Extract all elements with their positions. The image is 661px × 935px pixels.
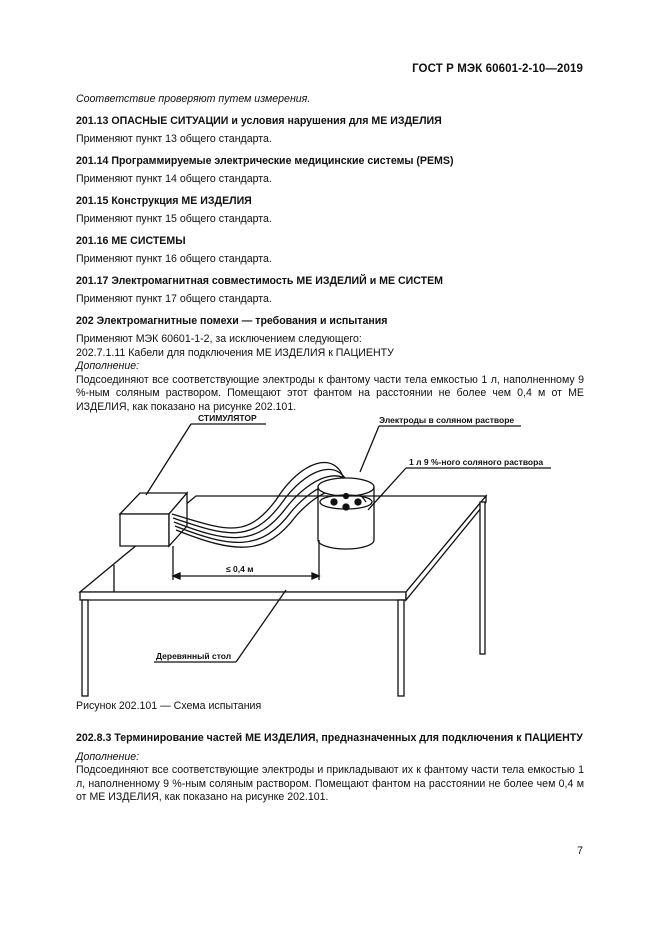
section-202-paragraph: Подсоединяют все соответствующие электроды к фантому части тела емкостью 1 л, наполненному 9 %-ным соляным раствором. Помещают этот фантом на расстоянии не более чем 0,4 м от МЕ ИЗДЕЛИЯ, как показано на рисунке 202.101.	[76, 373, 584, 413]
lower-paragraph: Подсоединяют все соответствующие электроды и прикладывают их к фантому части тела емкостью 1 л, наполненному 9 %-ным соляным раствором. Помещают фантом на расстоянии не более чем 0,4 м от МЕ ИЗДЕЛИЯ, как показано на рисунке 202.101.	[76, 764, 584, 803]
leader-electrodes	[360, 426, 379, 472]
main-content	[76, 93, 584, 414]
table-leg-front-left	[82, 600, 88, 696]
electrode-4	[344, 494, 349, 499]
label-stimulator: СТИМУЛЯТОР	[198, 413, 257, 423]
figure-caption: Рисунок 202.101 — Схема испытания	[76, 700, 262, 712]
section-text-201-13: Применяют пункт 13 общего стандарта.	[76, 133, 272, 145]
section-heading-201-15: 201.15 Конструкция МЕ ИЗДЕЛИЯ	[76, 194, 252, 207]
table-leg-back-right	[480, 502, 485, 654]
section-202-line1: Применяют МЭК 60601-1-2, за исключением следующего:	[76, 333, 362, 345]
test-setup-diagram	[76, 410, 586, 700]
leader-table	[236, 590, 286, 662]
lower-addition-label: Дополнение:	[76, 750, 140, 763]
label-table: Деревянный стол	[156, 651, 232, 661]
section-text-201-15: Применяют пункт 15 общего стандарта.	[76, 213, 272, 225]
section-heading-201-13: 201.13 ОПАСНЫЕ СИТУАЦИИ и условия нарушения для МЕ ИЗДЕЛИЯ	[76, 114, 442, 127]
table-front-edge	[80, 592, 406, 600]
document-header: ГОСТ Р МЭК 60601-2-10—2019	[412, 63, 583, 75]
label-distance: ≤ 0,4 м	[226, 564, 254, 574]
section-heading-202: 202 Электромагнитные помехи — требования и испытания	[76, 314, 388, 327]
section-text-201-16: Применяют пункт 16 общего стандарта.	[76, 253, 272, 265]
section-heading-201-17: 201.17 Электромагнитная совместимость МЕ ИЗДЕЛИЙ и МЕ СИСТЕМ	[76, 274, 443, 287]
lower-content	[76, 732, 584, 805]
compliance-note: Соответствие проверяют путем измерения.	[76, 93, 311, 105]
electrode-3	[355, 499, 361, 505]
test-setup-figure	[76, 410, 586, 700]
label-electrodes: Электроды в соляном растворе	[379, 415, 515, 425]
table-leg-front-right	[398, 600, 404, 696]
section-202-addition-label: Дополнение:	[76, 360, 140, 372]
leader-stimulator	[146, 424, 191, 495]
electrode-1	[331, 499, 337, 505]
section-heading-201-14: 201.14 Программируемые электрические медицинские системы (PEMS)	[76, 154, 454, 167]
section-text-201-14: Применяют пункт 14 общего стандарта.	[76, 173, 272, 185]
electrode-2	[343, 504, 349, 510]
page-number: 7	[577, 845, 583, 857]
label-solution: 1 л 9 %-ного соляного раствора	[409, 457, 544, 467]
section-202-line2: 202.7.1.11 Кабели для подключения МЕ ИЗДЕЛИЯ к ПАЦИЕНТУ	[76, 346, 394, 359]
section-heading-201-16: 201.16 МЕ СИСТЕМЫ	[76, 234, 186, 247]
section-heading-202-8-3: 202.8.3 Терминирование частей МЕ ИЗДЕЛИЯ, предназначенных для подключения к ПАЦИЕНТУ	[76, 732, 583, 744]
stimulator-front	[120, 514, 169, 546]
section-text-201-17: Применяют пункт 17 общего стандарта.	[76, 293, 272, 305]
